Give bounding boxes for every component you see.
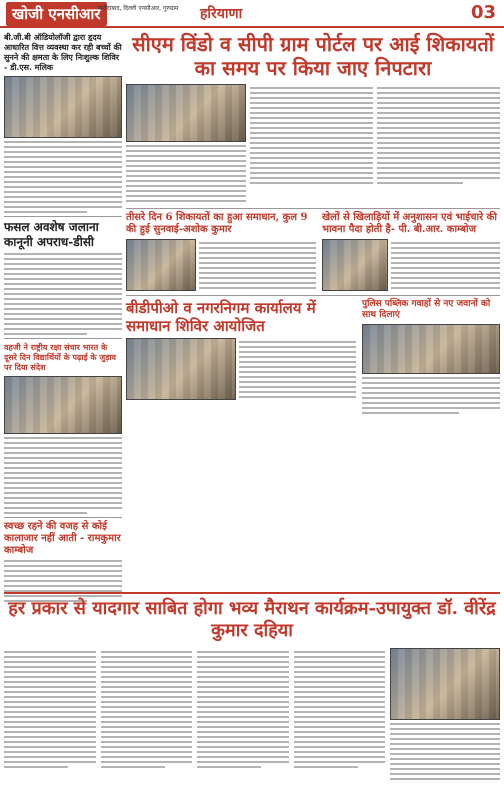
left-story-3-photo <box>4 376 122 434</box>
story-5-body <box>362 377 500 414</box>
banner-body-col-2 <box>101 648 193 783</box>
story-3-photo <box>322 239 388 291</box>
masthead <box>0 0 504 28</box>
lead-headline: सीएम विंडो व सीपी ग्राम पोर्टल पर आई शिकायतों का समय पर किया जाए निपटारा <box>132 32 494 80</box>
banner-body-col-3 <box>197 648 289 783</box>
story-2-body <box>199 239 316 292</box>
story-5-headline: पुलिस पब्लिक गवाहों से नए जवानों को साथ दिलाएं <box>362 299 491 320</box>
left-story-3-body <box>4 437 122 514</box>
left-story-1-body <box>4 141 122 213</box>
banner-headline: हर प्रकार से यादगार साबित होगा भव्य मैराथन कार्यक्रम-उपायुक्त डॉ. वीरेंद्र कुमार दहिया <box>8 598 496 641</box>
bottom-banner <box>4 592 500 783</box>
story-3-headline: खेलों से खिलाड़ियों में अनुशासन एवं भाईचारे की भावना पैदा होती है- पी. बी.आर. काम्बोज <box>322 212 497 235</box>
banner-photo <box>390 648 500 720</box>
left-story-1-photo <box>4 76 122 138</box>
story-4-photo <box>126 338 236 400</box>
story-4-headline: बीडीपीओ व नगरनिगम कार्यालय में समाधान शिविर आयोजित <box>126 299 316 335</box>
left-story-1-headline: बी.जी.बी ऑडियोलॉजी द्वारा हृदय आधारित वित्त व्यवस्था कर रही बच्चों की सुनने की क्षमता के लिए निःशुल्क शिविर - डी.एस. मलिक <box>4 32 122 72</box>
left-story-4-headline: स्वच्छ रहने की वजह से कोई कालाजार नहीं आती - रामकुमार काम्बोज <box>4 521 121 556</box>
left-column <box>4 32 122 605</box>
story-3-body <box>391 239 500 292</box>
page-number: 03 <box>470 2 496 23</box>
story-2-headline: तीसरे दिन 6 शिकायतों का हुआ समाधान, कुल 9 की हुई सुनवाई-अशोक कुमार <box>126 212 308 235</box>
lead-body-col-1 <box>126 145 246 202</box>
newspaper-logo: खोजी एनसीआर <box>6 2 107 26</box>
lead-body-col-2 <box>250 84 373 205</box>
left-story-2-body <box>4 253 122 335</box>
section-title: हरियाणा <box>200 6 243 22</box>
left-story-2-headline: फसल अवशेष जलाना कानूनी अपराध-डीसी <box>4 220 99 249</box>
left-story-3-headline: वहजी ने राष्ट्रीय रक्षा संचार भारत के दूसरे दिन विद्यार्थियों के पढ़ाई के जुड़ाव पर दिया संदेश <box>4 342 116 372</box>
masthead-dateline: फरीदाबाद, दिल्ली एनसीआर, गुरुग्राम <box>98 5 179 12</box>
banner-body-col-4 <box>294 648 386 783</box>
story-5-photo <box>362 324 500 374</box>
main-area <box>126 32 500 417</box>
banner-body-col-5 <box>390 723 500 780</box>
lead-body-col-3 <box>377 84 500 205</box>
story-2-photo <box>126 239 196 291</box>
story-4-body <box>239 338 356 401</box>
lead-photo <box>126 84 246 142</box>
banner-body-col-1 <box>4 648 96 783</box>
